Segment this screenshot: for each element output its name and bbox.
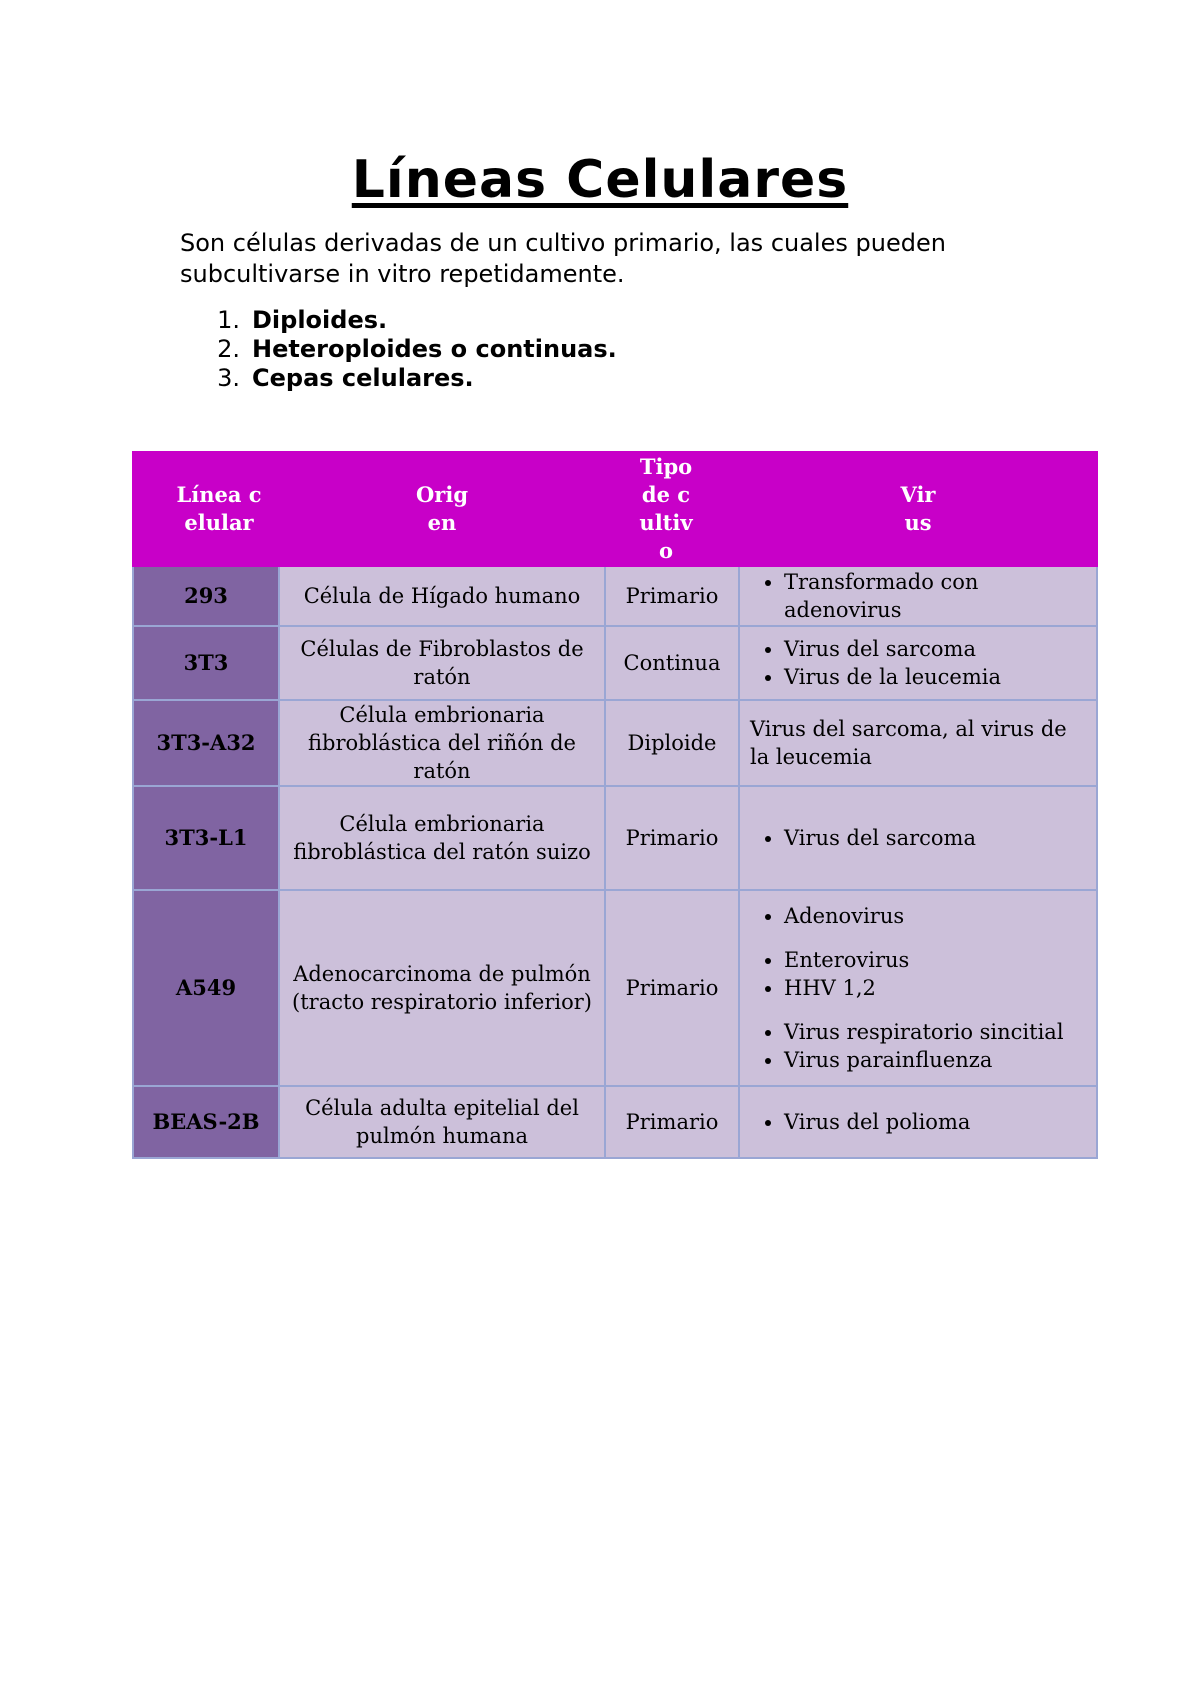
list-text: Diploides. [252, 306, 388, 334]
table-row [133, 566, 1097, 626]
header-culture: Tipo de cultivo [605, 452, 739, 566]
cell-line: 3T3-A32 [133, 700, 279, 786]
cell-virus [739, 1086, 1097, 1158]
cell-culture: Primario [605, 786, 739, 890]
list-item [180, 306, 617, 335]
cell-origin: Adenocarcinoma de pulmón (tracto respiratorio inferior) [279, 890, 605, 1086]
list-number: 2. [217, 335, 240, 363]
cell-culture: Diploide [605, 700, 739, 786]
table-row [133, 1086, 1097, 1158]
virus-item: • Adenovirus [784, 902, 1086, 930]
types-list [180, 306, 617, 393]
cell-virus [739, 700, 1097, 786]
cell-culture: Primario [605, 1086, 739, 1158]
virus-item: • Virus del polioma [784, 1108, 1086, 1136]
table-header-row [133, 452, 1097, 566]
cell-line: A549 [133, 890, 279, 1086]
cell-origin: Célula embrionaria fibroblástica del riñón de ratón [279, 700, 605, 786]
cell-culture: Continua [605, 626, 739, 700]
cell-lines-table [132, 451, 1098, 1159]
page-title: Líneas Celulares [351, 150, 849, 210]
virus-item: • Virus de la leucemia [784, 663, 1086, 691]
cell-virus [739, 566, 1097, 626]
virus-item: • Enterovirus [784, 946, 1086, 974]
header-virus: Virus [739, 452, 1097, 566]
list-item [180, 335, 617, 364]
cell-line: 3T3-L1 [133, 786, 279, 890]
list-number: 3. [217, 364, 240, 392]
virus-text: Virus del sarcoma, al virus de la leucemia [750, 717, 1067, 769]
table-row [133, 626, 1097, 700]
intro-paragraph: Son células derivadas de un cultivo primario, las cuales pueden subcultivarse in vitro repetidamente. [180, 229, 946, 288]
table-row [133, 890, 1097, 1086]
list-text: Cepas celulares. [252, 364, 474, 392]
cell-line: 3T3 [133, 626, 279, 700]
cell-virus [739, 626, 1097, 700]
list-text: Heteroploides o continuas. [252, 335, 617, 363]
virus-item: • HHV 1,2 [784, 974, 1086, 1002]
virus-item: • Virus parainfluenza [784, 1046, 1086, 1074]
header-origin: Origen [279, 452, 605, 566]
virus-item: • Virus del sarcoma [784, 635, 1086, 663]
virus-item: • Virus respiratorio sincitial [784, 1018, 1086, 1046]
virus-item: • Transformado con adenovirus [784, 568, 1086, 624]
cell-virus [739, 890, 1097, 1086]
cell-origin: Célula de Hígado humano [279, 566, 605, 626]
cell-line: 293 [133, 566, 279, 626]
header-line: Línea celular [133, 452, 279, 566]
cell-line: BEAS-2B [133, 1086, 279, 1158]
cell-origin: Células de Fibroblastos de ratón [279, 626, 605, 700]
table-row [133, 786, 1097, 890]
cell-virus [739, 786, 1097, 890]
cell-culture: Primario [605, 566, 739, 626]
table-row [133, 700, 1097, 786]
list-number: 1. [217, 306, 240, 334]
cell-origin: Célula adulta epitelial del pulmón humana [279, 1086, 605, 1158]
cell-culture: Primario [605, 890, 739, 1086]
virus-item: • Virus del sarcoma [784, 824, 1086, 852]
list-item [180, 364, 617, 393]
cell-origin: Célula embrionaria fibroblástica del ratón suizo [279, 786, 605, 890]
